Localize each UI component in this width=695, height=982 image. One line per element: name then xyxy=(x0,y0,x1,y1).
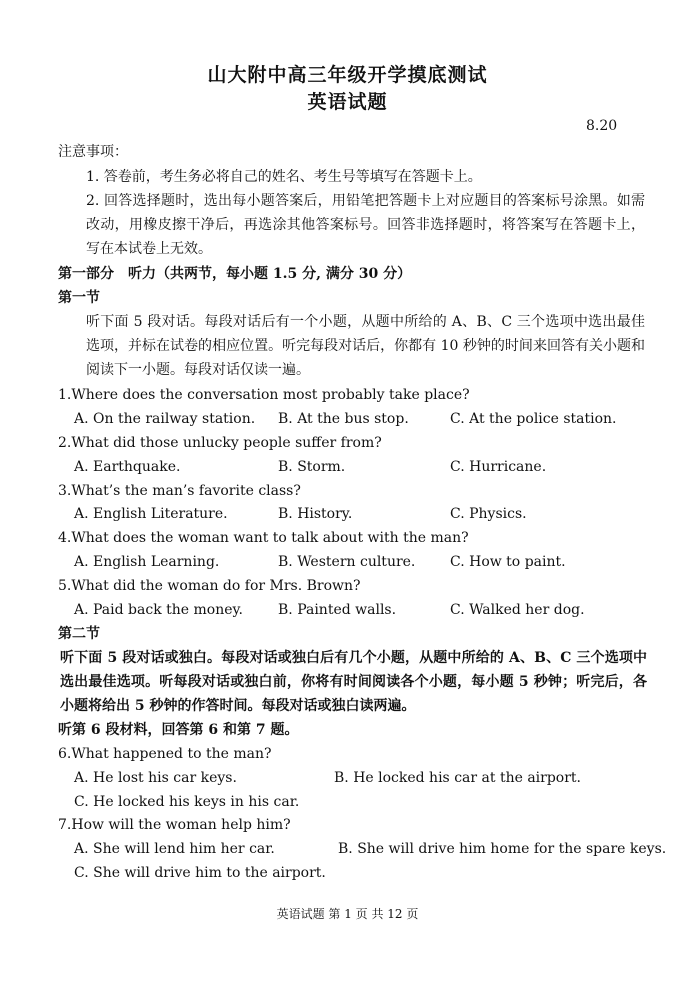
question-1-option-c: C. At the police station. xyxy=(450,411,617,427)
question-6-option-c: C. He locked his keys in his car. xyxy=(74,794,300,810)
notes-heading: 注意事项： xyxy=(58,144,128,160)
question-5-option-c: C. Walked her dog. xyxy=(450,602,585,618)
question-2: 2.What did those unlucky people suffer from? xyxy=(58,435,382,451)
section2-instructions: 听下面 5 段对话或独白。每段对话或独白后有几个小题，从题中所给的 A、B、C 三个选项中选出最佳选项。听每段对话或独白前，你将有时间阅读各个小题，每小题 5 秒钟；听完后，各小题将给出 5 秒钟的作答时间。每段对话或独白读两遍。 xyxy=(60,650,647,714)
question-7-option-a: A. She will lend him her car. xyxy=(74,841,275,857)
question-7-option-b: B. She will drive him home for the spare keys. xyxy=(338,841,667,857)
question-7: 7.How will the woman help him? xyxy=(58,817,291,833)
question-4-option-c: C. How to paint. xyxy=(450,554,566,570)
question-3-option-c: C. Physics. xyxy=(450,506,527,522)
section2-material-note: 听第 6 段材料，回答第 6 和第 7 题。 xyxy=(58,722,299,738)
question-1-option-b: B. At the bus stop. xyxy=(278,411,409,427)
section1-heading: 第一节 xyxy=(58,290,100,306)
question-3: 3.What’s the man’s favorite class? xyxy=(58,483,301,499)
notes-item-2 xyxy=(58,189,645,261)
question-5: 5.What did the woman do for Mrs. Brown? xyxy=(58,578,361,594)
question-5-option-b: B. Painted walls. xyxy=(278,602,397,618)
question-2-option-a: A. Earthquake. xyxy=(74,459,181,475)
question-2-option-b: B. Storm. xyxy=(278,459,346,475)
section2-heading: 第二节 xyxy=(58,626,100,642)
question-4-option-b: B. Western culture. xyxy=(278,554,416,570)
exam-title: 山大附中高三年级开学摸底测试 xyxy=(207,64,488,86)
question-2-option-c: C. Hurricane. xyxy=(450,459,547,475)
question-4-option-a: A. English Learning. xyxy=(74,554,220,570)
question-6-option-b: B. He locked his car at the airport. xyxy=(334,770,581,786)
question-3-option-b: B. History. xyxy=(278,506,353,522)
question-1: 1.Where does the conversation most probably take place? xyxy=(58,387,470,403)
page-footer: 英语试题 第 1 页 共 12 页 xyxy=(276,907,419,921)
section1-instructions-text: 听下面 5 段对话。每段对话后有一个小题，从题中所给的 A、B、C 三个选项中选出最佳选项，并标在试卷的相应位置。听完每段对话后，你都有 10 秒钟的时间来回答有关小题和阅读下一小题。每段对话仅读一遍。 xyxy=(86,314,645,378)
question-3-option-a: A. English Literature. xyxy=(74,506,228,522)
notes-item-2-text: 2. 回答选择题时，选出每小题答案后，用铅笔把答题卡上对应题目的答案标号涂黑。如需改动，用橡皮擦干净后，再选涂其他答案标号。回答非选择题时，将答案写在答题卡上，写在本试卷上无效。 xyxy=(86,193,645,257)
question-1-option-a: A. On the railway station. xyxy=(74,411,256,427)
exam-subtitle: 英语试题 xyxy=(307,91,388,113)
question-5-option-a: A. Paid back the money. xyxy=(74,602,244,618)
question-6-option-a: A. He lost his car keys. xyxy=(74,770,237,786)
notes-item-1: 1. 答卷前，考生务必将自己的姓名、考生号等填写在答题卡上。 xyxy=(86,169,482,185)
exam-date: 8.20 xyxy=(586,118,618,134)
question-6: 6.What happened to the man? xyxy=(58,746,272,762)
section1-instructions xyxy=(58,310,645,382)
question-7-option-c: C. She will drive him to the airport. xyxy=(74,865,326,881)
part1-heading: 第一部分 听力（共两节，每小题 1.5 分, 满分 30 分） xyxy=(58,266,412,282)
question-4: 4.What does the woman want to talk about with the man? xyxy=(58,530,469,546)
